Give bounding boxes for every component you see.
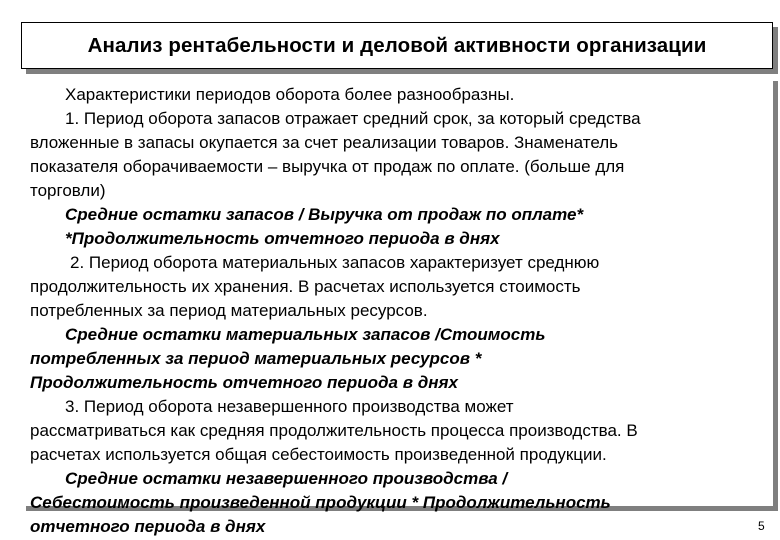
page-number: 5 xyxy=(758,519,765,533)
paragraph-line: рассматриваться как средняя продолжительность процесса производства. В xyxy=(30,421,638,440)
formula-line: Средние остатки запасов / Выручка от продаж по оплате* xyxy=(65,205,584,224)
formula-line: отчетного периода в днях xyxy=(30,517,266,536)
formula-line: Продолжительность отчетного периода в днях xyxy=(30,373,458,392)
paragraph-line: показателя оборачиваемости – выручка от продаж по оплате. (больше для xyxy=(30,157,625,176)
paragraph-line: потребленных за период материальных ресурсов. xyxy=(30,301,428,320)
formula-line: Средние остатки незавершенного производства / xyxy=(65,469,508,488)
formula-line: потребленных за период материальных ресурсов * xyxy=(30,349,482,368)
formula-line: Средние остатки материальных запасов /Стоимость xyxy=(65,325,546,344)
formula-line: *Продолжительность отчетного периода в днях xyxy=(65,229,500,248)
formula-line: Себестоимость произведенной продукции * Продолжительность xyxy=(30,493,611,512)
page-title: Анализ рентабельности и деловой активности организации xyxy=(87,33,707,57)
body-text xyxy=(30,83,758,539)
title-box xyxy=(21,22,773,69)
paragraph-line: торговли) xyxy=(30,181,106,200)
paragraph-line: 2. Период оборота материальных запасов характеризует среднюю xyxy=(70,253,600,272)
paragraph-line: 3. Период оборота незавершенного производства может xyxy=(65,397,514,416)
paragraph-line: Характеристики периодов оборота более разнообразны. xyxy=(65,85,515,104)
paragraph-line: вложенные в запасы окупается за счет реализации товаров. Знаменатель xyxy=(30,133,619,152)
paragraph-line: расчетах используется общая себестоимость произведенной продукции. xyxy=(30,445,607,464)
paragraph-line: 1. Период оборота запасов отражает средний срок, за который средства xyxy=(65,109,641,128)
paragraph-line: продолжительность их хранения. В расчетах используется стоимость xyxy=(30,277,581,296)
